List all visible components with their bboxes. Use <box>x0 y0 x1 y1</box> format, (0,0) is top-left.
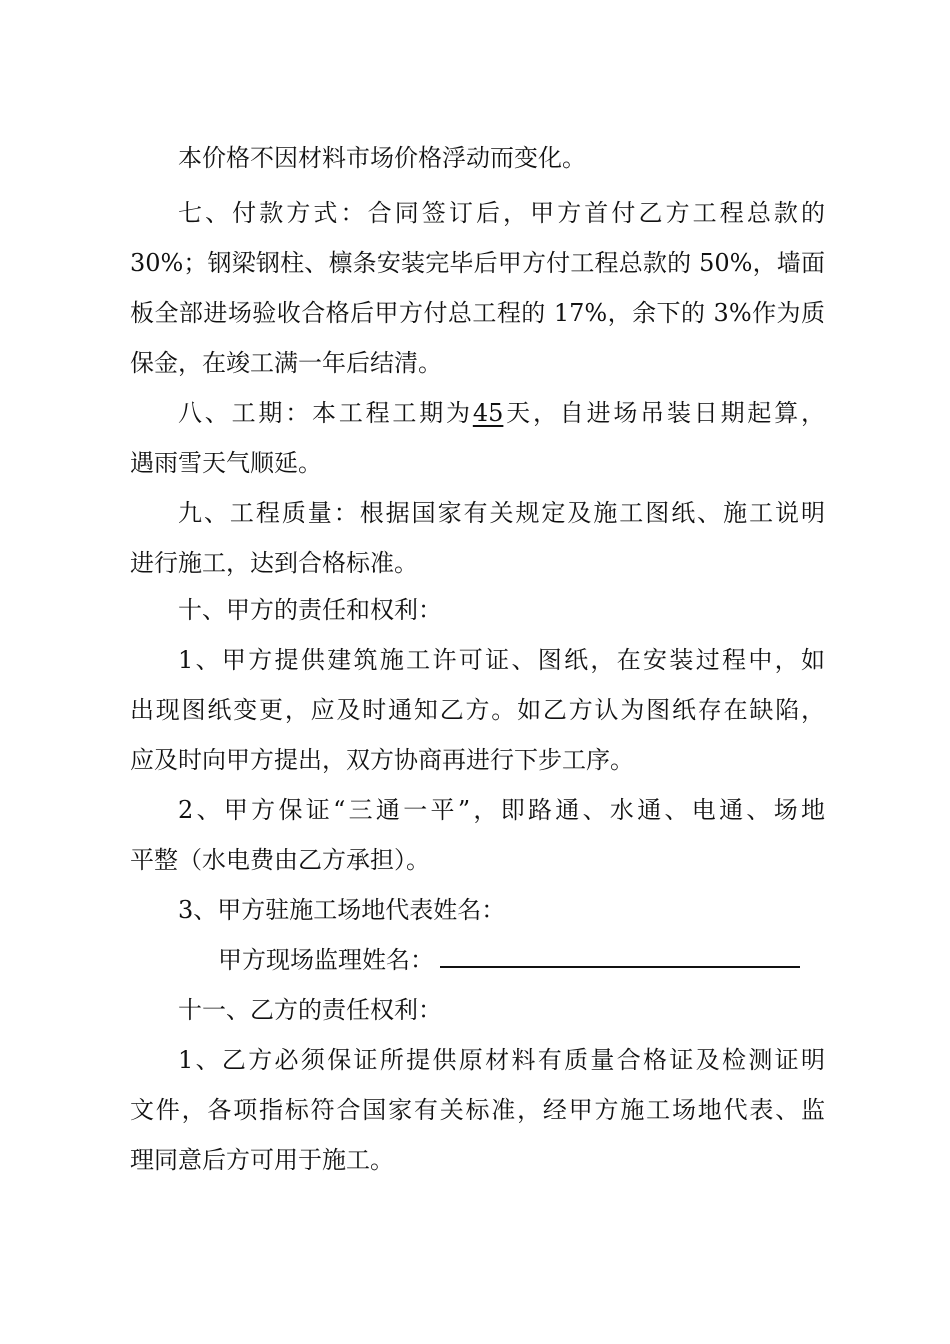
section-heading-quality: 九、工程质量：根据国家有关规定及施工图纸、施工说明 <box>178 499 825 527</box>
section-heading-party-b: 十一、乙方的责任权利： <box>178 996 442 1024</box>
party-a-representative-label: 3、甲方驻施工场地代表姓名： <box>178 896 506 924</box>
paragraph-line: 30%；钢梁钢柱、檩条安装完毕后甲方付工程总款的 50%，墙面 <box>130 249 825 277</box>
paragraph-line: 理同意后方可用于施工。 <box>130 1146 394 1174</box>
duration-label: 八、工期：本工程工期为 <box>178 399 473 427</box>
paragraph-line: 保金，在竣工满一年后结清。 <box>130 349 442 377</box>
section-heading-duration <box>178 388 825 438</box>
party-a-supervisor-row <box>218 935 825 985</box>
paragraph-line: 2、甲方保证“三通一平”，即路通、水通、电通、场地 <box>178 796 825 824</box>
paragraph-line: 板全部进场验收合格后甲方付总工程的 17%，余下的 3%作为质 <box>130 299 825 327</box>
supervisor-name-blank <box>440 936 800 968</box>
section-heading-party-a: 十、甲方的责任和权利： <box>178 596 442 624</box>
paragraph-line: 平整（水电费由乙方承担）。 <box>130 846 430 874</box>
paragraph-line: 文件，各项指标符合国家有关标准，经甲方施工场地代表、监 <box>130 1096 825 1124</box>
paragraph-line: 1、甲方提供建筑施工许可证、图纸，在安装过程中，如 <box>178 646 825 674</box>
paragraph-line: 本价格不因材料市场价格浮动而变化。 <box>178 144 586 172</box>
paragraph-line: 应及时向甲方提出，双方协商再进行下步工序。 <box>130 746 634 774</box>
duration-days-value: 45 <box>472 399 504 427</box>
paragraph-line: 遇雨雪天气顺延。 <box>130 449 322 477</box>
paragraph-line: 进行施工，达到合格标准。 <box>130 549 418 577</box>
duration-text: 天，自进场吊装日期起算， <box>503 399 826 427</box>
section-heading-payment: 七、付款方式：合同签订后，甲方首付乙方工程总款的 <box>178 199 825 227</box>
paragraph-line: 1、乙方必须保证所提供原材料有质量合格证及检测证明 <box>178 1046 825 1074</box>
supervisor-label: 甲方现场监理姓名： <box>218 946 434 974</box>
paragraph-line: 出现图纸变更，应及时通知乙方。如乙方认为图纸存在缺陷， <box>130 696 825 724</box>
